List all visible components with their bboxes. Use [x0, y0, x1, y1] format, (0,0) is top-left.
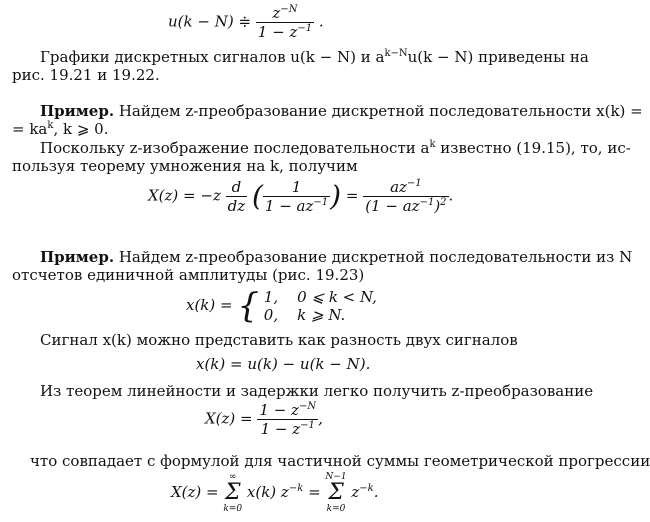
paragraph-difference: Сигнал x(k) можно представить как разность двух сигналов	[40, 331, 518, 349]
example2-label: Пример.	[40, 248, 115, 266]
eq-top-fraction: $\frac{z^{-N}}{1 - z^{-1}}$	[257, 4, 313, 41]
equation-u-shift: u(k − N) ≑ $\frac{z^{-N}}{1 - z^{-1}}$ .	[168, 4, 324, 41]
paragraph-geometric: что совпадает с формулой для частичной суммы геометрической прогрессии	[30, 452, 650, 470]
paragraph-linearity: Из теорем линейности и задержки легко получить z-преобразование	[40, 382, 594, 400]
example1-line2: = $ka^k$, k ⩾ 0.	[12, 120, 109, 138]
example1-line1: Пример. Найдем z-преобразование дискретной последовательности x(k) =	[40, 102, 643, 120]
example1-label: Пример.	[40, 102, 115, 120]
example2-line1: Пример. Найдем z-преобразование дискретной последовательности из N	[40, 248, 633, 266]
equation-xz-fraction: X(z) = $\frac{1 - z^{-N}}{1 - z^{-1}}$ ,	[205, 401, 323, 438]
example1-line3: Поскольку z-изображение последовательности $a^k$ известно (19.15), то, ис-	[40, 139, 631, 157]
example2-line2: отсчетов единичной амплитуды (рис. 19.23)	[12, 266, 365, 284]
eq-top-lhs: u(k − N) ≑	[168, 12, 256, 31]
paragraph-graphs-line2: рис. 19.21 и 19.22.	[12, 66, 160, 84]
equation-difference: x(k) = u(k) − u(k − N).	[196, 355, 371, 373]
equation-sum: X(z) = ∞ Σ k=0 x(k) $z^{-k} = N-1$ Σ k=0 $z^{-k}$.	[171, 472, 379, 514]
equation-xz-derivative: X(z) = −z $\frac{d}{dz}$ ( $\frac{1}{1 - az^{-1}}$ ) = $\frac{az^{-1}}{(1 - az^{-1})^2}$ .	[148, 178, 454, 215]
equation-piecewise: x(k) = { 1, 0 ⩽ k < N, 0, k ⩾ N.	[186, 286, 377, 326]
example1-line4: пользуя теорему умножения на k, получим	[12, 157, 358, 175]
paragraph-graphs-line1: Графики дискретных сигналов u(k − N) и $a^{k-N}u(k - N)$ приведены на	[40, 48, 589, 66]
